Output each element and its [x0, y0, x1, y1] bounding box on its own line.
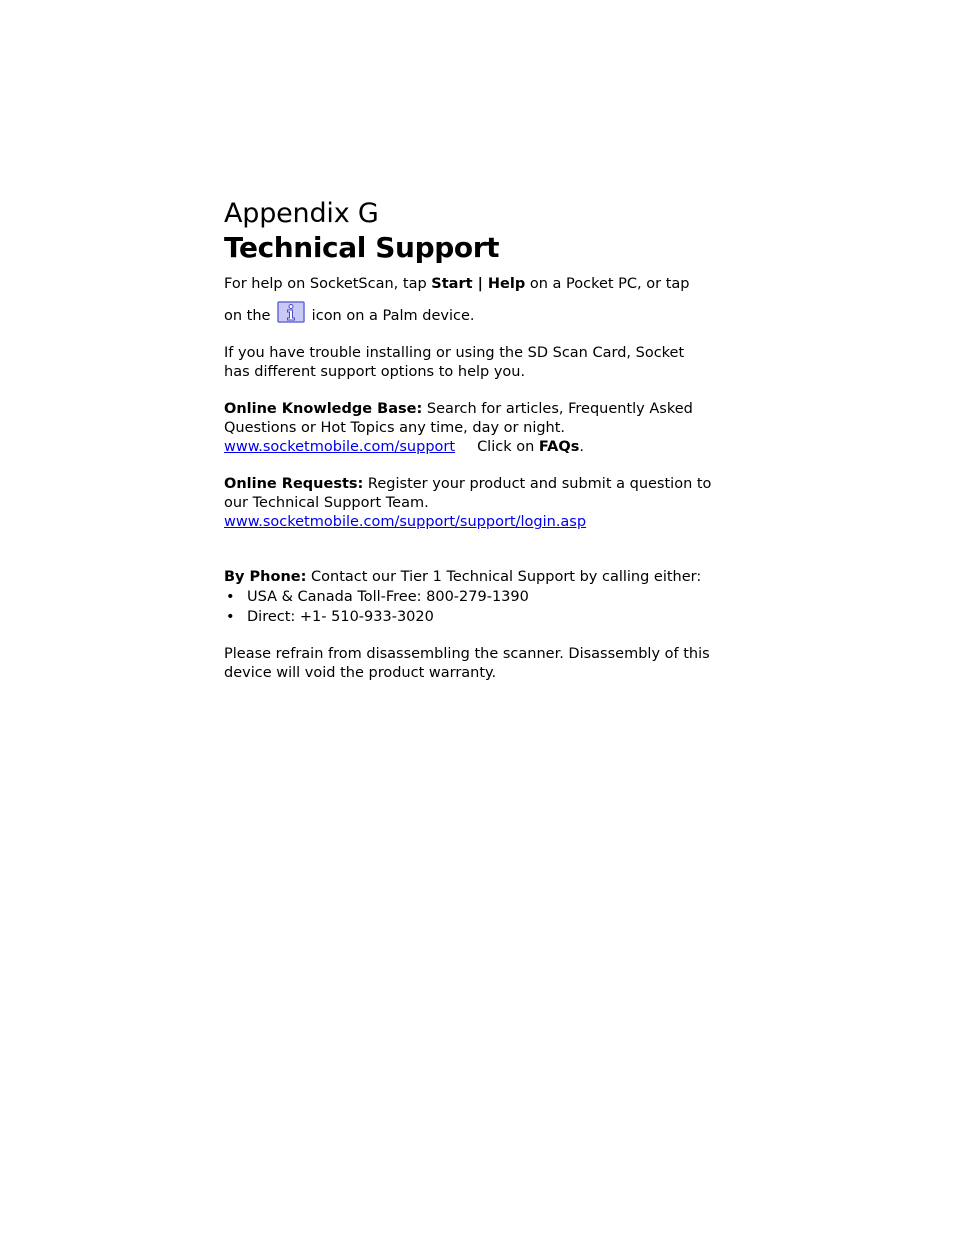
requests-paragraph — [224, 475, 714, 532]
click-prefix: Click on — [477, 439, 539, 455]
help-line2-suffix: icon on a Palm device. — [307, 308, 475, 324]
page-title: Technical Support — [224, 231, 500, 264]
help-middle: on a Pocket PC, or tap — [525, 276, 690, 292]
requests-text: Register your product and submit a question to our Technical Support Team. — [224, 476, 712, 511]
list-item — [224, 607, 714, 627]
warning-paragraph — [224, 645, 714, 683]
login-link[interactable]: www.socketmobile.com/support/support/login.asp — [224, 514, 587, 530]
document-body — [224, 197, 714, 701]
requests-label: Online Requests: — [224, 476, 364, 492]
knowledge-base-paragraph — [224, 400, 714, 457]
list-item — [224, 587, 714, 607]
bullet-icon: • — [226, 609, 235, 625]
phone-text: Contact our Tier 1 Technical Support by calling either: — [306, 569, 702, 585]
trouble-paragraph — [224, 344, 714, 382]
phone-toll-free: USA & Canada Toll-Free: 800-279-1390 — [247, 589, 529, 605]
knowledge-base-text: Search for articles, Frequently Asked Questions or Hot Topics any time, day or night. — [224, 401, 693, 436]
trouble-text: If you have trouble installing or using the SD Scan Card, Socket has different support options to help you. — [224, 345, 685, 380]
warning-text: Please refrain from disassembling the scanner. Disassembly of this device will void the product warranty. — [224, 646, 710, 681]
help-line2-prefix: on the — [224, 308, 276, 324]
help-prefix: For help on SocketScan, tap — [224, 276, 432, 292]
click-suffix: . — [579, 439, 584, 455]
bullet-icon: • — [226, 589, 235, 605]
phone-list — [224, 587, 714, 627]
appendix-label: Appendix G — [224, 198, 379, 229]
start-help-command: Start | Help — [431, 276, 526, 292]
support-link[interactable]: www.socketmobile.com/support — [224, 439, 456, 455]
phone-label: By Phone: — [224, 569, 307, 585]
knowledge-base-label: Online Knowledge Base: — [224, 401, 423, 417]
info-icon — [277, 301, 305, 323]
faqs-label: FAQs — [538, 439, 580, 455]
phone-direct: Direct: +1- 510-933-3020 — [247, 609, 434, 625]
help-paragraph — [224, 275, 714, 326]
phone-paragraph — [224, 568, 714, 627]
